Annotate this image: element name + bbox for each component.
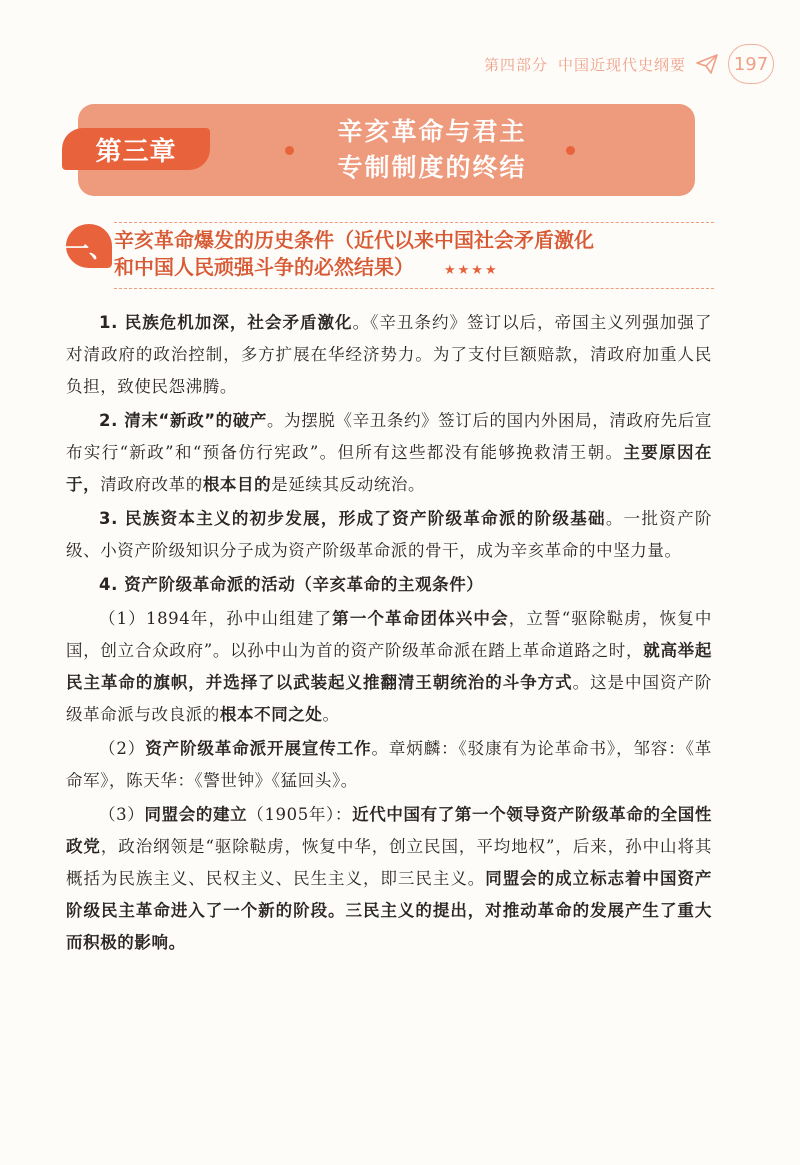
p5-text-1: （1）1894年，孙中山组建了	[99, 609, 333, 628]
section-title-line-2-text: 和中国人民顽强斗争的必然结果）	[114, 255, 414, 279]
section-title-line-2	[114, 254, 714, 284]
chapter-title-line-1: 辛亥革命与君主	[337, 117, 527, 146]
p2-text-2: 清政府改革的	[100, 475, 203, 494]
p7-emphasis-1: 同盟会的建立	[144, 805, 248, 824]
p2-emphasis-2: 根本目的	[202, 475, 272, 494]
p6-emphasis-1: 资产阶级革命派开展宣传工作	[145, 739, 372, 758]
part-label: 第四部分	[483, 55, 548, 74]
p4-heading: 4. 资产阶级革命派的活动（辛亥革命的主观条件）	[99, 575, 484, 594]
p1-heading: 1. 民族危机加深，社会矛盾激化	[99, 313, 353, 332]
paragraph-1	[66, 307, 712, 403]
p6-text-1: （2）	[99, 739, 146, 758]
p2-emphasis-1: 主要原因在于，	[66, 443, 712, 494]
chapter-title	[300, 114, 564, 186]
p5-emphasis-2: 就高举起民主革命的旗帜，并选择了以武装起义推翻清王朝统治的斗争方式	[66, 641, 712, 692]
paragraph-2	[66, 405, 712, 501]
paragraph-5	[66, 603, 712, 731]
p1-text: 。《辛丑条约》签订以后，帝国主义列强加强了对清政府的政治控制，多方扩展在华经济势力。为了支付巨额赔款，清政府加重人民负担，致使民怨沸腾。	[66, 313, 713, 396]
p7-text-1: （3）	[99, 805, 145, 824]
section-heading	[114, 222, 714, 289]
p2-heading: 2. 清末“新政”的破产	[99, 411, 268, 430]
p5-emphasis-3: 根本不同之处	[219, 705, 323, 724]
p6-text-2: 。章炳麟：《驳康有为论革命书》，邹容：《革命军》，陈天华：《警世钟》《猛回头》。	[66, 739, 712, 790]
p5-text-2: ，立誓“驱除鞑虏，恢复中国，创立合众政府”。以孙中山为首的资产阶级革命派在踏上革命道路之时，	[66, 609, 713, 660]
p5-emphasis-1: 第一个革命团体兴中会	[332, 609, 509, 628]
p7-emphasis-2: 近代中国有了第一个领导资产阶级革命的全国性政党	[66, 805, 712, 856]
p3-text: 。一批资产阶级、小资产阶级知识分子成为资产阶级革命派的骨干，成为辛亥革命的中坚力量。	[66, 509, 712, 560]
p2-text-3: 是延续其反动统治。	[271, 475, 426, 494]
running-header	[484, 44, 774, 84]
p3-heading: 3. 民族资本主义的初步发展，形成了资产阶级革命派的阶级基础	[99, 509, 606, 528]
p2-text-1: 。为摆脱《辛丑条约》签订后的国内外困局，清政府先后宣布实行“新政”和“预备仿行宪政”。但所有这些都没有能够挽救清王朝。	[66, 411, 712, 462]
chapter-title-line-2: 专制制度的终结	[337, 153, 527, 182]
body-text	[66, 307, 712, 961]
paper-plane-icon	[696, 54, 718, 74]
paragraph-6	[66, 733, 712, 797]
book-title: 中国近现代史纲要	[557, 55, 686, 74]
paragraph-7	[66, 799, 712, 959]
section-title-line-1: 辛亥革命爆发的历史条件（近代以来中国社会矛盾激化	[114, 228, 594, 252]
p7-text-2: （1905年）：	[247, 805, 353, 824]
p5-text-3: 。这是中国资产阶级革命派与改良派的	[66, 673, 712, 724]
p7-text-3: ，政治纲领是“驱除鞑虏，恢复中华，创立民国，平均地权”，后来，孙中山将其概括为民族主义、民权主义、民生主义，即三民主义。	[66, 837, 712, 888]
section-number-badge: 一、	[66, 224, 112, 268]
banner-dot-right	[566, 146, 575, 155]
banner-dot-left	[285, 146, 294, 155]
page-number: 197	[728, 44, 774, 84]
p7-emphasis-3: 同盟会的成立标志着中国资产阶级民主革命进入了一个新的阶段。三民主义的提出，对推动革命的发展产生了重大而积极的影响。	[66, 869, 712, 952]
importance-stars: ★★★★	[444, 263, 499, 278]
chapter-label: 第三章	[62, 128, 210, 170]
paragraph-4	[66, 569, 712, 601]
p5-text-4: 。	[322, 705, 340, 724]
paragraph-3	[66, 503, 712, 567]
